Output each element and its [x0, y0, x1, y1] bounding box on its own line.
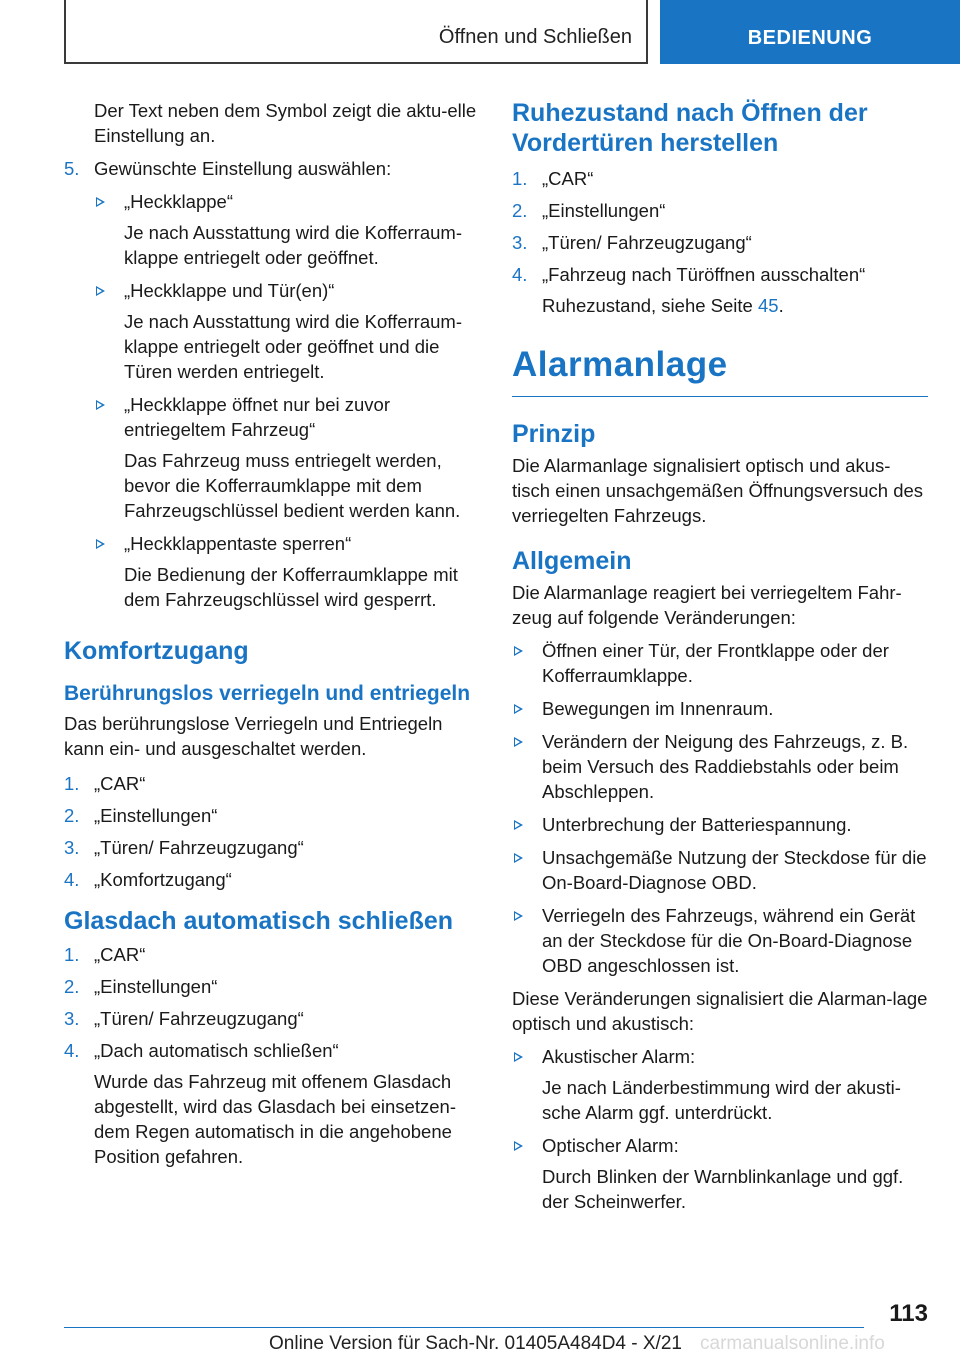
step-number: 1.	[64, 773, 80, 794]
list-item	[64, 803, 478, 828]
step-number: 4.	[512, 264, 528, 285]
list-item	[512, 903, 928, 978]
option-item	[94, 392, 478, 523]
triangle-bullet-icon	[514, 911, 523, 921]
header-section-box	[64, 0, 648, 64]
step-number: 5.	[64, 158, 80, 179]
heading-alarmanlage: Alarmanlage	[512, 344, 928, 397]
option-item	[94, 278, 478, 384]
triangle-bullet-icon	[96, 400, 105, 410]
triangle-bullet-icon	[96, 286, 105, 296]
list-item	[512, 198, 928, 223]
step-number: 1.	[512, 168, 528, 189]
step-number: 4.	[64, 1040, 80, 1061]
step-text: „Türen/ Fahrzeugzugang“	[542, 232, 752, 253]
change-text: Unsachgemäße Nutzung der Steckdose für die On-Board-Diagnose OBD.	[542, 847, 927, 893]
allgemein-text: Die Alarmanlage reagiert bei verriegeltem Fahr‐zeug auf folgende Veränderungen:	[512, 582, 902, 628]
page-number: 113	[889, 1300, 928, 1327]
list-item	[512, 262, 928, 318]
reference-text: Ruhezustand, siehe Seite	[542, 295, 758, 316]
page-reference	[542, 293, 928, 318]
list-item	[512, 845, 928, 895]
heading-prinzip: Prinzip	[512, 420, 596, 448]
step-number: 3.	[64, 837, 80, 858]
step-number: 2.	[512, 200, 528, 221]
heading-glasdach: Glasdach automatisch schließen	[64, 907, 454, 935]
heading-komfortzugang: Komfortzugang	[64, 637, 249, 665]
triangle-bullet-icon	[514, 1141, 523, 1151]
list-item	[512, 1133, 928, 1214]
triangle-bullet-icon	[514, 853, 523, 863]
page-link[interactable]: 45	[757, 295, 779, 316]
step-number: 4.	[64, 869, 80, 890]
option-desc: Die Bedienung der Kofferraumklappe mit dem Fahrzeugschlüssel wird gesperrt.	[124, 564, 458, 610]
header-chapter-tab: BEDIENUNG	[660, 0, 960, 64]
triangle-bullet-icon	[514, 820, 523, 830]
step-text: „CAR“	[94, 944, 146, 965]
list-item	[64, 974, 478, 999]
list-item-step5	[64, 156, 478, 612]
list-item	[64, 1006, 478, 1031]
change-text: Öffnen einer Tür, der Frontklappe oder der Kofferraumklappe.	[542, 640, 889, 686]
step-text: „Dach automatisch schließen“	[94, 1040, 339, 1061]
change-text: Verriegeln des Fahrzeugs, während ein Gerät an der Steckdose für die On-Board-Diagnose OBD angeschlossen ist.	[542, 905, 916, 976]
list-item	[512, 812, 928, 837]
option-title: „Heckklappe und Tür(en)“	[124, 280, 335, 301]
signal-title: Akustischer Alarm:	[542, 1046, 696, 1067]
footer-watermark: carmanualsonline.info	[700, 1333, 885, 1354]
prinzip-text: Die Alarmanlage signalisiert optisch und akus‐tisch einen unsachgemäßen Öffnungsversuch des verriegelten Fahrzeugs.	[512, 455, 924, 526]
list-item	[512, 638, 928, 688]
list-item	[512, 166, 928, 191]
change-text: Verändern der Neigung des Fahrzeugs, z. B. beim Versuch des Raddiebstahls oder beim Abschleppen.	[542, 731, 909, 802]
signal-text: Diese Veränderungen signalisiert die Alarman‐lage optisch und akustisch:	[512, 988, 928, 1034]
step-text: „CAR“	[542, 168, 594, 189]
option-desc: Je nach Ausstattung wird die Kofferraum‐klappe entriegelt oder geöffnet.	[124, 222, 462, 268]
triangle-bullet-icon	[514, 704, 523, 714]
option-item	[94, 531, 478, 612]
step-number: 3.	[512, 232, 528, 253]
change-text: Bewegungen im Innenraum.	[542, 698, 774, 719]
step-text: „Einstellungen“	[94, 805, 218, 826]
change-text: Unterbrechung der Batteriespannung.	[542, 814, 852, 835]
option-desc: Je nach Ausstattung wird die Kofferraum‐klappe entriegelt oder geöffnet und die Türen werden entriegelt.	[124, 311, 462, 382]
list-item	[64, 771, 478, 796]
step-text: „Türen/ Fahrzeugzugang“	[94, 837, 304, 858]
signal-desc: Je nach Länderbestimmung wird der akusti‐sche Alarm ggf. unterdrückt.	[542, 1077, 901, 1123]
step-text: „Komfortzugang“	[94, 869, 232, 890]
option-title: „Heckklappentaste sperren“	[124, 533, 352, 554]
triangle-bullet-icon	[96, 197, 105, 207]
reference-end: .	[778, 295, 784, 316]
list-item	[512, 1044, 928, 1125]
list-item	[64, 867, 478, 892]
intro-text: Der Text neben dem Symbol zeigt die aktu‐elle Einstellung an.	[94, 100, 477, 146]
signal-title: Optischer Alarm:	[542, 1135, 679, 1156]
header-section-title: Öffnen und Schließen	[438, 26, 632, 48]
heading-ruhezustand: Ruhezustand nach Öffnen der Vordertüren herstellen	[512, 99, 868, 157]
signal-list	[512, 1044, 928, 1214]
list-item	[512, 729, 928, 804]
list-item	[512, 230, 928, 255]
signal-desc: Durch Blinken der Warnblinkanlage und ggf. der Scheinwerfer.	[542, 1166, 904, 1212]
option-title: „Heckklappe“	[124, 191, 233, 212]
step-text: „Fahrzeug nach Türöffnen ausschalten“	[542, 264, 866, 285]
step-text: Gewünschte Einstellung auswählen:	[94, 158, 392, 179]
step-text: „Türen/ Fahrzeugzugang“	[94, 1008, 304, 1029]
option-desc: Das Fahrzeug muss entriegelt werden, bevor die Kofferraumklappe mit dem Fahrzeugschlüssel bedient werden kann.	[124, 450, 461, 521]
option-list	[94, 189, 478, 612]
triangle-bullet-icon	[514, 737, 523, 747]
komfort-text: Das berührungslose Verriegeln und Entriegeln kann ein- und ausgeschaltet werden.	[64, 713, 443, 759]
list-item	[512, 696, 928, 721]
step-number: 2.	[64, 976, 80, 997]
step-number: 1.	[64, 944, 80, 965]
heading-allgemein: Allgemein	[512, 547, 632, 575]
list-item	[64, 942, 478, 967]
list-item	[64, 835, 478, 860]
step-text: „CAR“	[94, 773, 146, 794]
step-desc: Wurde das Fahrzeug mit offenem Glasdach abgestellt, wird das Glasdach bei einsetzen‐dem Regen automatisch in die angehobene Position gefahren.	[94, 1071, 456, 1167]
change-list	[512, 638, 928, 978]
step-text: „Einstellungen“	[94, 976, 218, 997]
left-column	[64, 98, 478, 1176]
footer-online-version: Online Version für Sach-Nr. 01405A484D4 - X/21	[269, 1333, 682, 1354]
right-column	[512, 98, 928, 1222]
subheading-beruehrungslos: Berührungslos verriegeln und entriegeln	[64, 682, 471, 705]
footer-divider	[64, 1327, 864, 1328]
triangle-bullet-icon	[514, 646, 523, 656]
triangle-bullet-icon	[96, 539, 105, 549]
step-number: 2.	[64, 805, 80, 826]
step-number: 3.	[64, 1008, 80, 1029]
triangle-bullet-icon	[514, 1052, 523, 1062]
option-title: „Heckklappe öffnet nur bei zuvor entriegeltem Fahrzeug“	[124, 394, 391, 440]
list-item	[64, 1038, 478, 1169]
step-text: „Einstellungen“	[542, 200, 666, 221]
option-item	[94, 189, 478, 270]
